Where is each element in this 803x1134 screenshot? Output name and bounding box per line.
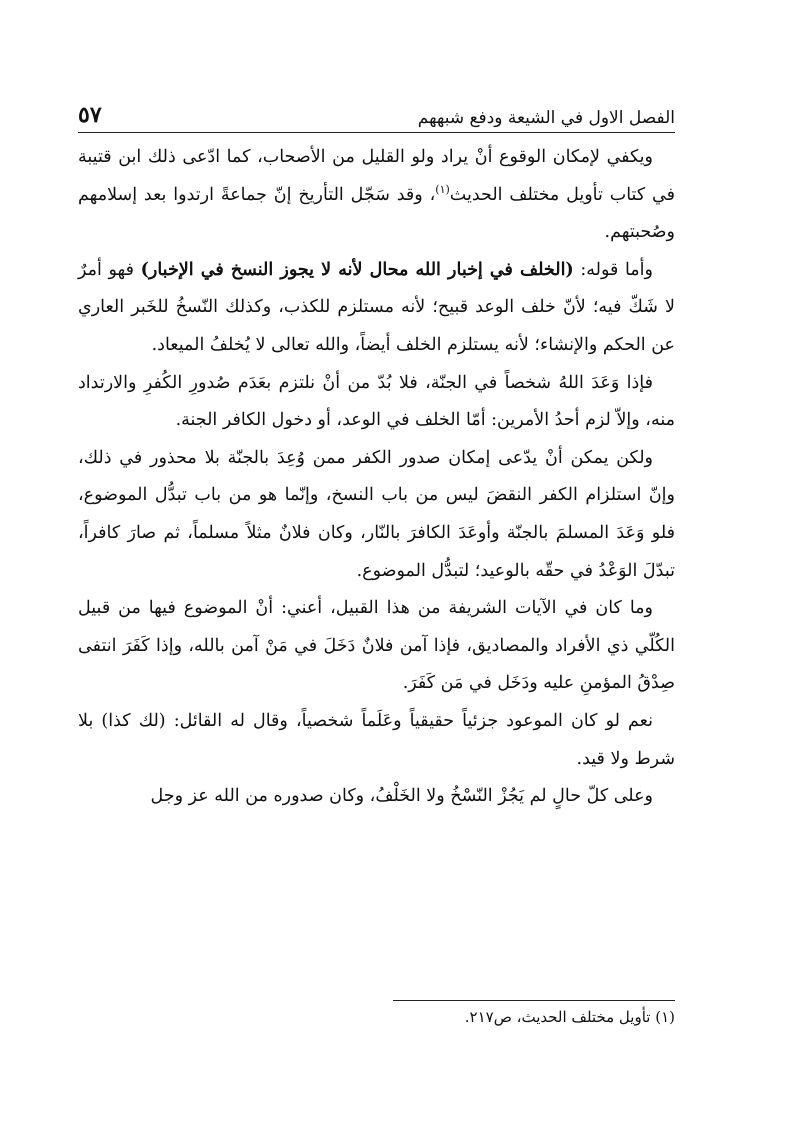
paragraph bbox=[78, 252, 675, 365]
paragraph bbox=[78, 440, 675, 590]
chapter-title: الفصل الاول في الشيعة ودفع شبههم bbox=[417, 108, 675, 128]
quoted-statement: (الخلف في إخبار الله محال لأنه لا يجوز النسخ في الإخبار) bbox=[140, 259, 574, 280]
paragraph bbox=[78, 778, 675, 816]
book-page bbox=[78, 88, 675, 1088]
paragraph bbox=[78, 365, 675, 440]
text-span: نعم لو كان الموعود جزئياً حقيقياً وعَلَماً شخصياً، وقال له القائل: (لك كذا) بلا شرط ولا قيد. bbox=[78, 710, 675, 769]
paragraph bbox=[78, 703, 675, 778]
paragraph bbox=[78, 139, 675, 252]
text-span: وأما قوله: bbox=[573, 259, 653, 280]
footnote: (١) تأويل مختلف الحديث، ص٢١٧. bbox=[464, 1008, 675, 1026]
page-number: ٥٧ bbox=[78, 102, 102, 128]
footnote-marker[interactable]: (١) bbox=[435, 182, 450, 196]
text-span: ، وقد سَجّل التأريخ إنّ جماعةً ارتدوا بعد إسلامهم وصُحبتهم. bbox=[78, 184, 675, 243]
body-text bbox=[78, 139, 675, 816]
text-span: وعلى كلّ حالٍ لم يَجُزْ النّسْخُ ولا الخَلْفُ، وكان صدوره من الله عز وجل bbox=[150, 786, 653, 807]
text-span: وما كان في الآيات الشريفة من هذا القبيل، أعني: أنْ الموضوع فيها من قبيل الكُلّي ذي الأفراد والمصاديق، فإذا آمن فلانٌ دَخَلَ في مَنْ آمن بالله، وإذا كَفَرَ انتفى صِدْقُ المؤمنِ عليه ودَخَل في مَن كَفَرَ. bbox=[78, 598, 675, 694]
text-span: ولكن يمكن أنْ يدّعى إمكان صدور الكفر ممن وُعِدَ بالجنّة بلا محذور في ذلك، وإنّ استلزام الكفر النقضَ ليس من باب النسخ، وإنّما هو من باب تبدُّل الموضوع، فلو وَعَدَ المسلمَ بالجنّة وأوعَدَ الكافرَ بالنّار، وكان فلانٌ مثلاً مسلماً، ثم صارَ كافراً، تبدّلَ الوَعْدُ في حقّه بالوعيد؛ لتبدُّل الموضوع. bbox=[78, 447, 675, 581]
paragraph bbox=[78, 590, 675, 703]
text-span: فإذا وَعَدَ اللهُ شخصاً في الجنّة، فلا بُدّ من أنْ نلتزم بعَدَم صُدورِ الكُفرِ والارتداد منه، وإلاّ لزم أحدُ الأمرين: أمّا الخلف في الوعد، أو دخول الكافر الجنة. bbox=[78, 372, 675, 431]
text-span: ويكفي لإمكان الوقوع أنْ يراد ولو القليل من الأصحاب، كما ادّعى ذلك ابن قتيبة في كتاب تأويل مختلف الحديث bbox=[78, 147, 675, 205]
text-span: فهو أمرٌ لا شَكّ فيه؛ لأنّ خلف الوعد قبيح؛ لأنه مستلزم للكذب، وكذلك النّسخُ للخَبر العاري عن الحكم والإنشاء؛ لأنه يستلزم الخلف أيضاً، والله تعالى لا يُخلفُ الميعاد. bbox=[78, 259, 675, 355]
running-header bbox=[78, 88, 675, 133]
footnote-divider bbox=[393, 1000, 675, 1001]
